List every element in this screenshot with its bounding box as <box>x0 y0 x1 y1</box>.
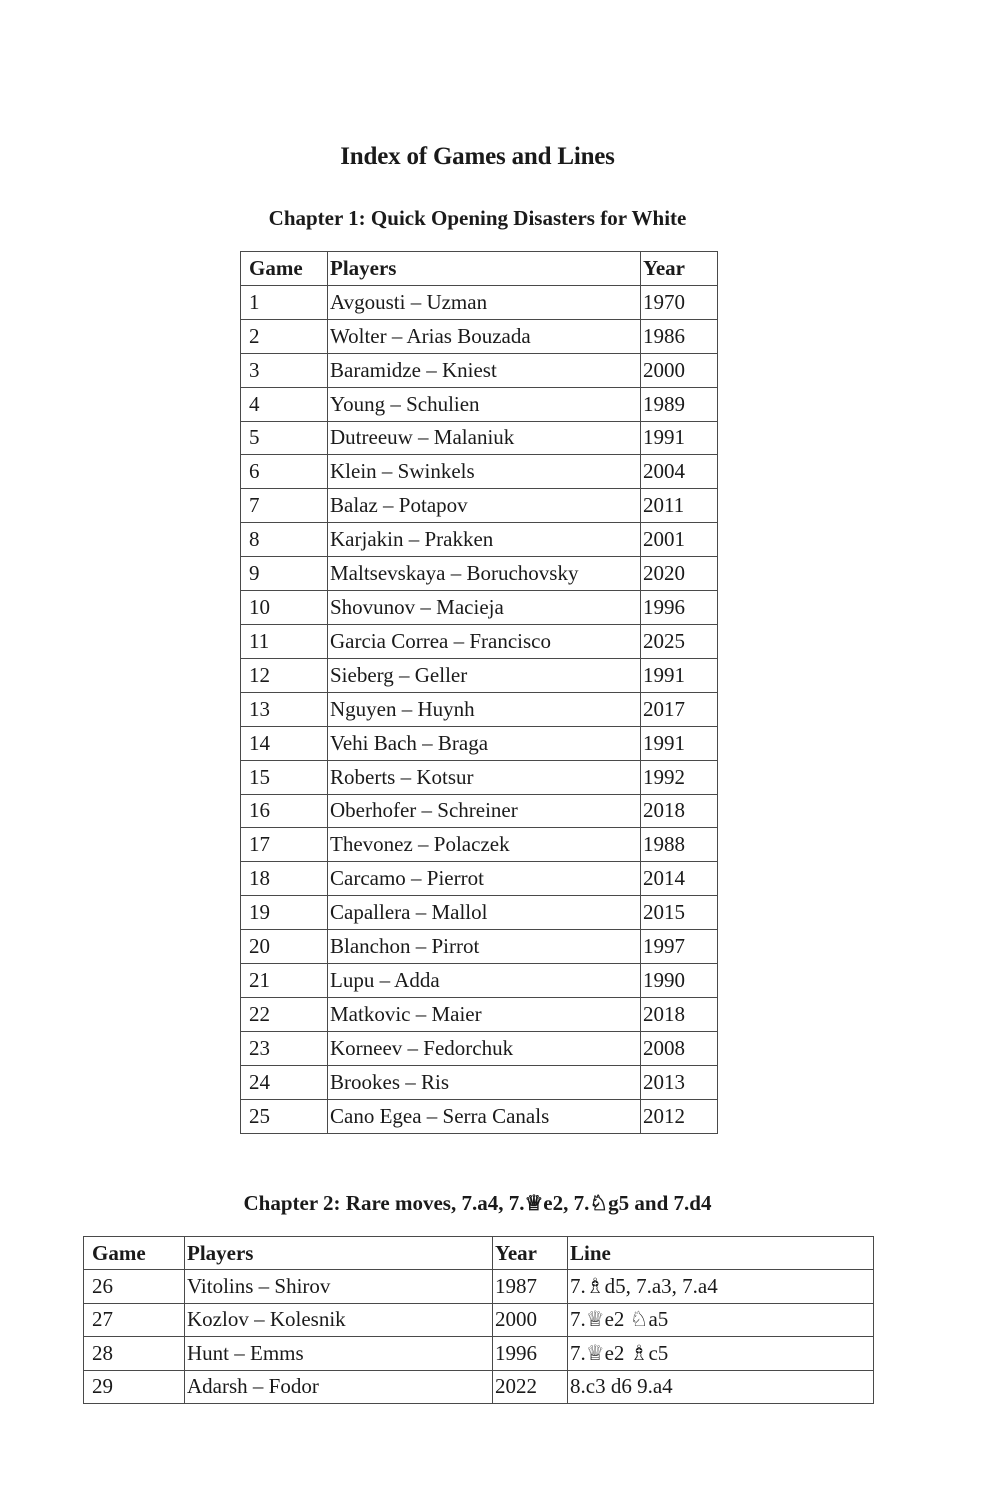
cell-players: Maltsevskaya – Boruchovsky <box>328 557 641 591</box>
cell-players: Adarsh – Fodor <box>185 1370 493 1403</box>
cell-year: 1990 <box>641 964 718 998</box>
cell-game: 1 <box>241 285 328 319</box>
cell-year: 2015 <box>641 896 718 930</box>
cell-players: Matkovic – Maier <box>328 997 641 1031</box>
chapter-1-games-table <box>240 251 718 1134</box>
cell-year: 2013 <box>641 1065 718 1099</box>
table-row <box>241 896 718 930</box>
cell-game: 27 <box>84 1303 185 1336</box>
cell-year: 1991 <box>641 421 718 455</box>
table-row <box>241 930 718 964</box>
header-game: Game <box>84 1237 185 1270</box>
header-year: Year <box>493 1237 568 1270</box>
header-line: Line <box>568 1237 874 1270</box>
table-row <box>241 1031 718 1065</box>
cell-year: 1991 <box>641 658 718 692</box>
cell-players: Avgousti – Uzman <box>328 285 641 319</box>
cell-players: Balaz – Potapov <box>328 489 641 523</box>
cell-game: 28 <box>84 1337 185 1370</box>
table-row <box>241 557 718 591</box>
cell-game: 9 <box>241 557 328 591</box>
cell-year: 1991 <box>641 726 718 760</box>
cell-players: Lupu – Adda <box>328 964 641 998</box>
cell-players: Karjakin – Prakken <box>328 523 641 557</box>
cell-players: Cano Egea – Serra Canals <box>328 1099 641 1133</box>
table-row <box>241 964 718 998</box>
cell-players: Baramidze – Kniest <box>328 353 641 387</box>
cell-game: 16 <box>241 794 328 828</box>
cell-game: 10 <box>241 591 328 625</box>
table-row <box>241 1099 718 1133</box>
cell-line: 8.c3 d6 9.a4 <box>568 1370 874 1403</box>
cell-year: 2018 <box>641 794 718 828</box>
cell-year: 2012 <box>641 1099 718 1133</box>
cell-game: 3 <box>241 353 328 387</box>
cell-game: 12 <box>241 658 328 692</box>
cell-game: 25 <box>241 1099 328 1133</box>
cell-year: 2017 <box>641 692 718 726</box>
cell-game: 2 <box>241 319 328 353</box>
table-row <box>241 760 718 794</box>
table-row <box>241 862 718 896</box>
cell-players: Oberhofer – Schreiner <box>328 794 641 828</box>
cell-players: Nguyen – Huynh <box>328 692 641 726</box>
header-game: Game <box>241 252 328 286</box>
chapter-2-games-table <box>83 1236 874 1404</box>
table-row <box>241 828 718 862</box>
cell-players: Blanchon – Pirrot <box>328 930 641 964</box>
table-row <box>241 523 718 557</box>
cell-year: 1987 <box>493 1270 568 1303</box>
cell-players: Roberts – Kotsur <box>328 760 641 794</box>
cell-game: 15 <box>241 760 328 794</box>
cell-players: Wolter – Arias Bouzada <box>328 319 641 353</box>
table-row <box>241 692 718 726</box>
cell-game: 22 <box>241 997 328 1031</box>
cell-players: Klein – Swinkels <box>328 455 641 489</box>
table-row <box>241 624 718 658</box>
cell-year: 1996 <box>493 1337 568 1370</box>
cell-year: 1986 <box>641 319 718 353</box>
cell-year: 2018 <box>641 997 718 1031</box>
cell-players: Thevonez – Polaczek <box>328 828 641 862</box>
table-row <box>84 1370 874 1403</box>
cell-players: Vitolins – Shirov <box>185 1270 493 1303</box>
cell-players: Young – Schulien <box>328 387 641 421</box>
table-row <box>241 658 718 692</box>
cell-year: 2008 <box>641 1031 718 1065</box>
cell-game: 8 <box>241 523 328 557</box>
cell-year: 2004 <box>641 455 718 489</box>
cell-year: 2014 <box>641 862 718 896</box>
cell-players: Sieberg – Geller <box>328 658 641 692</box>
cell-year: 2020 <box>641 557 718 591</box>
header-players: Players <box>328 252 641 286</box>
cell-year: 1988 <box>641 828 718 862</box>
cell-year: 2025 <box>641 624 718 658</box>
cell-game: 20 <box>241 930 328 964</box>
cell-game: 5 <box>241 421 328 455</box>
cell-year: 1996 <box>641 591 718 625</box>
cell-game: 17 <box>241 828 328 862</box>
table-row <box>241 726 718 760</box>
cell-players: Dutreeuw – Malaniuk <box>328 421 641 455</box>
cell-players: Hunt – Emms <box>185 1337 493 1370</box>
cell-year: 2000 <box>493 1303 568 1336</box>
table-row <box>241 1065 718 1099</box>
cell-game: 26 <box>84 1270 185 1303</box>
table-row <box>241 455 718 489</box>
cell-line: 7.♕e2 ♗c5 <box>568 1337 874 1370</box>
cell-game: 18 <box>241 862 328 896</box>
table-row <box>84 1303 874 1336</box>
cell-year: 1992 <box>641 760 718 794</box>
table-row <box>241 353 718 387</box>
table-row <box>84 1270 874 1303</box>
cell-line: 7.♕e2 ♘a5 <box>568 1303 874 1336</box>
cell-players: Korneev – Fedorchuk <box>328 1031 641 1065</box>
table-row <box>241 997 718 1031</box>
cell-year: 1997 <box>641 930 718 964</box>
table-row <box>241 794 718 828</box>
table-row <box>241 421 718 455</box>
cell-game: 4 <box>241 387 328 421</box>
chapter-2-title: Chapter 2: Rare moves, 7.a4, 7.♕e2, 7.♘g5 and 7.d4 <box>243 1191 712 1215</box>
table-row <box>241 387 718 421</box>
cell-players: Brookes – Ris <box>328 1065 641 1099</box>
table-row <box>84 1337 874 1370</box>
table-row <box>241 285 718 319</box>
cell-line: 7.♗d5, 7.a3, 7.a4 <box>568 1270 874 1303</box>
cell-players: Vehi Bach – Braga <box>328 726 641 760</box>
table-header-row <box>84 1237 874 1270</box>
cell-game: 23 <box>241 1031 328 1065</box>
cell-year: 1970 <box>641 285 718 319</box>
cell-players: Shovunov – Macieja <box>328 591 641 625</box>
cell-game: 7 <box>241 489 328 523</box>
cell-game: 19 <box>241 896 328 930</box>
cell-game: 21 <box>241 964 328 998</box>
cell-year: 2000 <box>641 353 718 387</box>
cell-players: Carcamo – Pierrot <box>328 862 641 896</box>
cell-players: Kozlov – Kolesnik <box>185 1303 493 1336</box>
cell-year: 1989 <box>641 387 718 421</box>
table-row <box>241 319 718 353</box>
cell-game: 13 <box>241 692 328 726</box>
header-year: Year <box>641 252 718 286</box>
cell-year: 2022 <box>493 1370 568 1403</box>
cell-game: 24 <box>241 1065 328 1099</box>
cell-players: Garcia Correa – Francisco <box>328 624 641 658</box>
chapter-1-title: Chapter 1: Quick Opening Disasters for White <box>268 206 687 230</box>
cell-year: 2011 <box>641 489 718 523</box>
cell-year: 2001 <box>641 523 718 557</box>
cell-game: 14 <box>241 726 328 760</box>
table-header-row <box>241 252 718 286</box>
table-row <box>241 591 718 625</box>
cell-game: 11 <box>241 624 328 658</box>
cell-game: 29 <box>84 1370 185 1403</box>
table-row <box>241 489 718 523</box>
cell-game: 6 <box>241 455 328 489</box>
page-title: Index of Games and Lines <box>340 143 615 170</box>
header-players: Players <box>185 1237 493 1270</box>
cell-players: Capallera – Mallol <box>328 896 641 930</box>
